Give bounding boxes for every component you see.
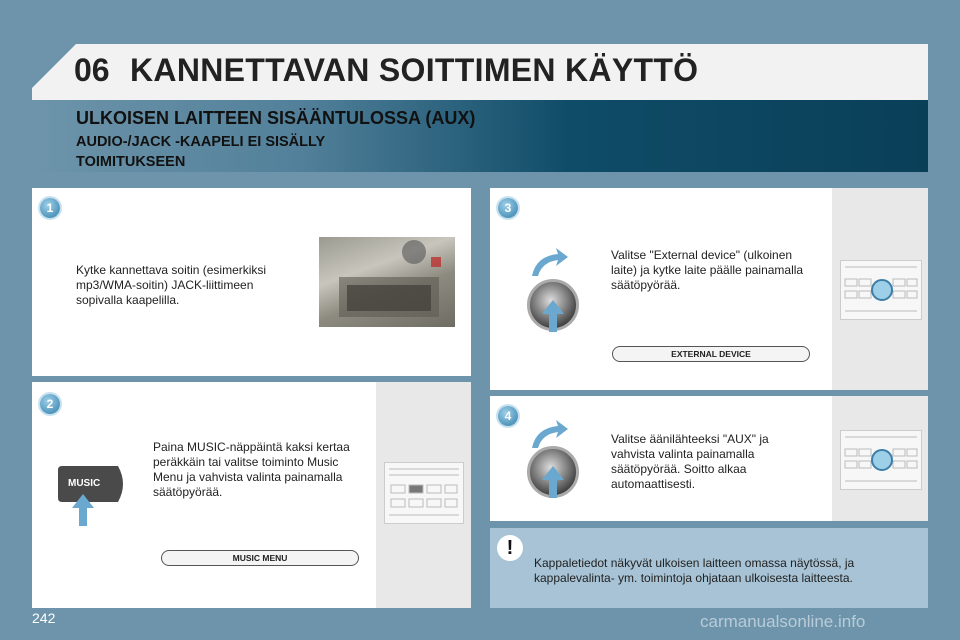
radio-panel-illustration-3: [840, 260, 922, 320]
step-badge-1: 1: [40, 198, 60, 218]
step-text-4: Valitse äänilähteeksi "AUX" ja vahvista valinta painamalla säätöpyörää. Soitto alkaa automaattisesti.: [611, 432, 769, 491]
step-text-3: Valitse "External device" (ulkoinen laite) ja kytke laite päälle painamalla säätöpyörää.: [611, 248, 804, 292]
step-badge-3: 3: [498, 198, 518, 218]
music-key-label: MUSIC: [68, 478, 101, 489]
radio-lines: [385, 463, 463, 523]
press-arrow-icon: [542, 300, 564, 332]
press-arrow-icon: [72, 494, 94, 526]
glovebox-photo: [319, 237, 455, 327]
radio-panel-illustration-4: [840, 430, 922, 490]
music-menu-pill: MUSIC MENU: [161, 550, 359, 566]
section-subtitle: AUDIO-/JACK -KAAPELI EI SISÄLLY TOIMITUKSEEN: [76, 134, 325, 170]
step-text-1: Kytke kannettava soitin (esimerkiksi mp3/WMA-soitin) JACK-liittimeen sopivalla kaapelilla.: [76, 263, 267, 307]
press-arrow-icon: [542, 466, 564, 498]
watermark: carmanualsonline.info: [700, 612, 866, 631]
radio-lines: [841, 261, 921, 319]
warning-icon: !: [497, 535, 523, 561]
step-badge-4: 4: [498, 406, 518, 426]
page-number: 242: [32, 610, 56, 626]
section-title: ULKOISEN LAITTEEN SISÄÄNTULOSSA (AUX): [76, 108, 476, 128]
rotate-arrow-icon: [528, 248, 568, 278]
chapter-number: 06: [74, 52, 110, 88]
header-corner: [32, 44, 76, 88]
page-title: KANNETTAVAN SOITTIMEN KÄYTTÖ: [130, 52, 699, 88]
step-text-2: Paina MUSIC-näppäintä kaksi kertaa peräkkäin tai valitse toiminto Music Menu ja vahvista valinta painamalla säätöpyörää.: [153, 440, 350, 499]
note-text: Kappaletiedot näkyvät ulkoisen laitteen omassa näytössä, ja kappalevalinta- ym. toimintoja ohjataan ulkoisesta laitteesta.: [534, 556, 855, 585]
radio-panel-illustration-2: [384, 462, 464, 524]
glovebox-illustration: [319, 237, 455, 327]
step-badge-2: 2: [40, 394, 60, 414]
radio-lines: [841, 431, 921, 489]
external-device-pill: EXTERNAL DEVICE: [612, 346, 810, 362]
